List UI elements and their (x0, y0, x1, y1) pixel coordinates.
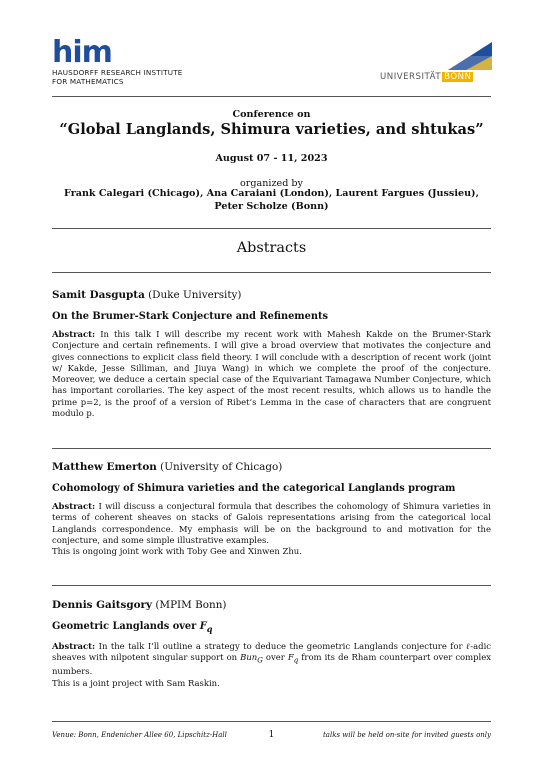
abstract-text: In this talk I will describe my recent work with Mahesh Kakde on the Brumer-Stark Conjecture and certain refinements. I will give a broad overview that motivates the conjecture and gives connections to explicit class field theory. I will conclude with a description of recent work (joint w/ Kakde, Jesse Silliman, and Jiuya Wang) in which we complete the proof of the conjecture. Moreover, we deduce a certain special case of the Equivariant Tamagawa Number Conjecture, which has important corollaries. The key aspect of the most recent results, which allows us to handle the prime p=2, is the proof of a version of Ribet’s Lemma in the case of characters that are congruent modulo p. (52, 329, 491, 419)
conference-title: “Global Langlands, Shimura varieties, and shtukas” (59, 121, 484, 138)
footer-rule (52, 721, 491, 722)
talk-title: On the Brumer-Stark Conjecture and Refinements (52, 311, 329, 322)
header-rule (52, 96, 491, 97)
section-rule-top (52, 228, 491, 229)
conference-label: Conference on (232, 109, 311, 120)
talk-entry (52, 599, 491, 689)
abstract-note: This is a joint project with Sam Raskin. (52, 677, 220, 688)
speaker-affiliation: (MPIM Bonn) (155, 599, 227, 611)
talk-title-text: Geometric Langlands over (52, 621, 197, 632)
abstract-text: I will discuss a conjectural formula that describes the cohomology of Shimura varieties in terms of coherent sheaves on stacks of Galois representations arising from the categorical local Langlands correspondence. My emphasis will be on the background to and motivation for the conjecture, and some simple illustrative examples. (52, 501, 491, 545)
him-logo-mark: him (52, 35, 112, 70)
bonn-emblem-icon (448, 42, 492, 70)
footer-venue: Venue: Bonn, Endenicher Allee 60, Lipschitz-Hall (52, 731, 227, 739)
university-wordmark (380, 72, 473, 82)
talk-speaker (52, 461, 491, 473)
abstract-label: Abstract: (52, 329, 96, 339)
talk-title: Cohomology of Shimura varieties and the categorical Langlands program (52, 483, 456, 494)
section-title: Abstracts (236, 240, 307, 256)
talk-speaker (52, 289, 491, 301)
talk-speaker (52, 599, 491, 611)
speaker-name: Dennis Gaitsgory (52, 599, 153, 611)
speaker-affiliation: (University of Chicago) (160, 461, 283, 473)
footer-note: talks will be held on-site for invited guests only (322, 731, 491, 739)
talk-abstract (52, 641, 491, 689)
university-prefix: UNIVERSITÄT (380, 72, 442, 82)
talk-abstract (52, 501, 491, 557)
talk-title (52, 621, 491, 634)
organizers-line1: Frank Calegari (Chicago), Ana Caraiani (London), Laurent Fargues (Jussieu), (64, 188, 479, 199)
abstract-label: Abstract: (52, 640, 96, 651)
talk-title-math: $F_q$ (199, 621, 213, 634)
conference-dates: August 07 - 11, 2023 (215, 153, 328, 164)
page-number: 1 (268, 730, 275, 740)
talk-entry (52, 289, 491, 419)
talk-entry (52, 461, 491, 557)
section-rule-bottom (52, 272, 491, 273)
speaker-affiliation: (Duke University) (148, 289, 242, 301)
talk-separator (52, 448, 491, 449)
talk-abstract (52, 329, 491, 419)
abstract-math-fq: $F_q$ (287, 652, 299, 665)
institute-name-line1: HAUSDORFF RESEARCH INSTITUTE (52, 68, 183, 77)
him-logo (52, 35, 183, 86)
organizers-line2: Peter Scholze (Bonn) (214, 201, 329, 212)
university-name-box: BONN (444, 72, 472, 82)
talk-separator (52, 585, 491, 586)
abstract-text: over (265, 652, 285, 663)
abstract-text: In the talk I’ll outline a strategy to deduce the geometric Langlands conjecture for (98, 640, 463, 651)
organized-by-label: organized by (240, 178, 303, 189)
institute-name-line2: FOR MATHEMATICS (52, 77, 124, 86)
abstract-math-bun: Bun$_G$ (240, 652, 263, 665)
university-bonn-logo (380, 42, 492, 82)
organizers (52, 187, 491, 213)
speaker-name: Samit Dasgupta (52, 289, 145, 301)
abstract-text: from its de Rham counterpart over complex numbers. (52, 652, 491, 677)
speaker-name: Matthew Emerton (52, 461, 157, 473)
abstract-text: -adic sheaves with nilpotent singular support on (52, 640, 491, 663)
abstract-label: Abstract: (52, 501, 96, 511)
abstract-math-ell: ℓ (465, 640, 471, 651)
abstract-note: This is ongoing joint work with Toby Gee and Xinwen Zhu. (52, 546, 302, 557)
